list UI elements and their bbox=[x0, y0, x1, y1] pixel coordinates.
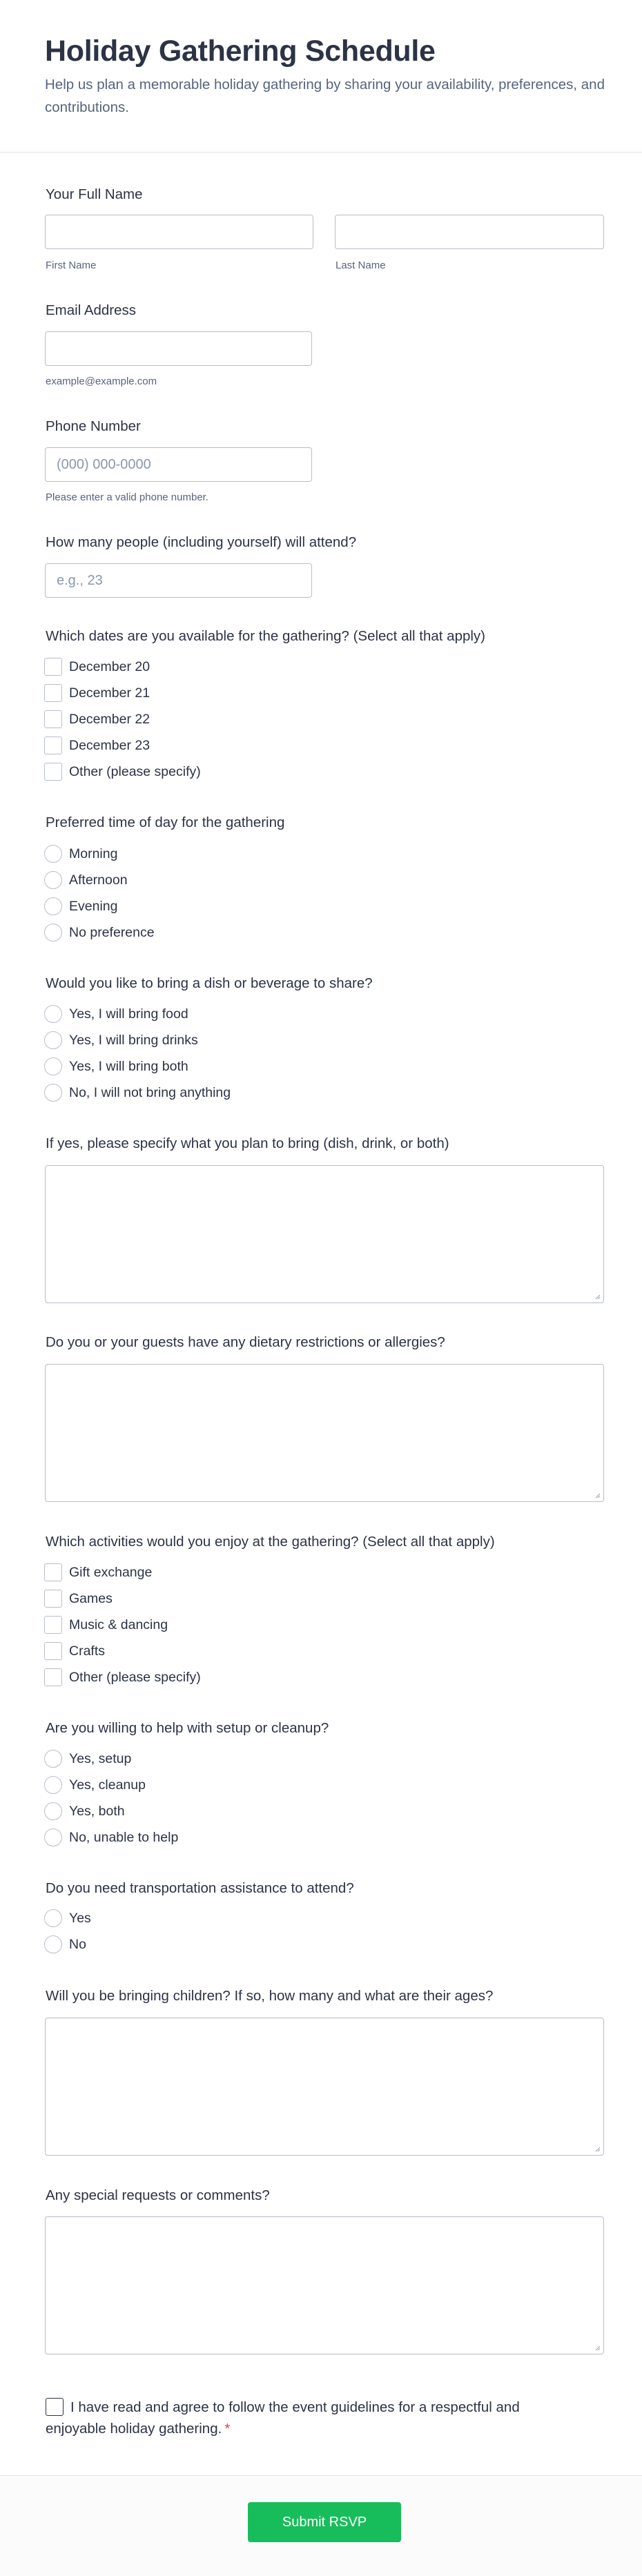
form-title: Holiday Gathering Schedule bbox=[45, 35, 436, 68]
option-label: No, unable to help bbox=[69, 1829, 179, 1845]
first-name-sublabel: First Name bbox=[46, 260, 97, 271]
checkbox[interactable] bbox=[44, 1616, 62, 1634]
option-label: Yes, I will bring drinks bbox=[69, 1032, 198, 1048]
email-label: Email Address bbox=[46, 302, 137, 318]
option-label: No bbox=[69, 1936, 86, 1952]
help-option[interactable] bbox=[44, 1828, 178, 1846]
checkbox[interactable] bbox=[44, 1642, 62, 1660]
option-label: Games bbox=[69, 1590, 113, 1606]
radio[interactable] bbox=[44, 1828, 62, 1846]
date-option[interactable] bbox=[44, 658, 150, 676]
email-input[interactable] bbox=[45, 331, 312, 366]
option-label: Yes, I will bring both bbox=[69, 1058, 188, 1074]
submit-button[interactable]: Submit RSVP bbox=[248, 2502, 401, 2542]
attendees-input[interactable] bbox=[45, 563, 312, 598]
help-option[interactable] bbox=[44, 1776, 146, 1794]
option-label: Yes, setup bbox=[69, 1750, 132, 1766]
date-option[interactable] bbox=[44, 736, 150, 754]
bring-option[interactable] bbox=[44, 1005, 188, 1023]
time-option[interactable] bbox=[44, 845, 117, 863]
checkbox[interactable] bbox=[44, 1590, 62, 1608]
option-label: December 20 bbox=[69, 658, 150, 674]
transport-option[interactable] bbox=[44, 1935, 86, 1953]
checkbox[interactable] bbox=[44, 1668, 62, 1686]
checkbox[interactable] bbox=[44, 736, 62, 754]
radio[interactable] bbox=[44, 1031, 62, 1049]
radio[interactable] bbox=[44, 1005, 62, 1023]
time-option[interactable] bbox=[44, 897, 117, 915]
option-label: Evening bbox=[69, 898, 118, 914]
option-label: December 22 bbox=[69, 711, 150, 727]
option-label: Morning bbox=[69, 846, 118, 861]
requests-textarea[interactable] bbox=[45, 2216, 604, 2354]
help-option[interactable] bbox=[44, 1802, 125, 1820]
option-label: Other (please specify) bbox=[69, 763, 201, 779]
time-of-day-label: Preferred time of day for the gathering bbox=[46, 814, 285, 830]
option-label: December 23 bbox=[69, 737, 150, 753]
transport-label: Do you need transportation assistance to attend? bbox=[46, 1880, 354, 1896]
radio[interactable] bbox=[44, 1750, 62, 1768]
dietary-label: Do you or your guests have any dietary restrictions or allergies? bbox=[46, 1334, 445, 1350]
last-name-sublabel: Last Name bbox=[335, 260, 386, 271]
option-label: Yes, I will bring food bbox=[69, 1006, 188, 1022]
option-label: Afternoon bbox=[69, 872, 128, 888]
phone-sublabel: Please enter a valid phone number. bbox=[46, 491, 208, 503]
resize-grip-icon[interactable] bbox=[594, 1492, 601, 1499]
radio[interactable] bbox=[44, 924, 62, 941]
radio[interactable] bbox=[44, 897, 62, 915]
checkbox[interactable] bbox=[44, 710, 62, 728]
option-label: Crafts bbox=[69, 1643, 106, 1659]
attendees-label: How many people (including yourself) will attend? bbox=[46, 534, 357, 550]
bring-details-label: If yes, please specify what you plan to bring (dish, drink, or both) bbox=[46, 1135, 449, 1151]
dietary-textarea[interactable] bbox=[45, 1364, 604, 1502]
requests-label: Any special requests or comments? bbox=[46, 2187, 270, 2203]
agreement-text bbox=[46, 2397, 570, 2439]
children-label: Will you be bringing children? If so, how many and what are their ages? bbox=[46, 1988, 494, 2004]
checkbox[interactable] bbox=[44, 763, 62, 781]
resize-grip-icon[interactable] bbox=[594, 2145, 601, 2152]
option-label: Music & dancing bbox=[69, 1617, 168, 1632]
radio[interactable] bbox=[44, 871, 62, 889]
date-option[interactable] bbox=[44, 710, 150, 728]
children-textarea[interactable] bbox=[45, 2018, 604, 2156]
form-subtitle: Help us plan a memorable holiday gathering by sharing your availability, preferences, and contributions. bbox=[45, 77, 605, 115]
option-label: Other (please specify) bbox=[69, 1669, 201, 1685]
agreement-label: I have read and agree to follow the event guidelines for a respectful and enjoyable holiday gathering. bbox=[46, 2399, 520, 2437]
option-label: Yes, both bbox=[69, 1803, 125, 1819]
option-label: December 21 bbox=[69, 685, 150, 701]
date-option[interactable] bbox=[44, 763, 201, 781]
option-label: No, I will not bring anything bbox=[69, 1084, 231, 1100]
activities-label: Which activities would you enjoy at the gathering? (Select all that apply) bbox=[46, 1534, 495, 1550]
transport-option[interactable] bbox=[44, 1909, 91, 1927]
first-name-input[interactable] bbox=[45, 215, 313, 249]
option-label: Gift exchange bbox=[69, 1564, 153, 1580]
bring-option[interactable] bbox=[44, 1084, 231, 1102]
radio[interactable] bbox=[44, 1802, 62, 1820]
radio[interactable] bbox=[44, 1084, 62, 1102]
activity-option[interactable] bbox=[44, 1590, 113, 1608]
last-name-input[interactable] bbox=[335, 215, 604, 249]
bring-dish-label: Would you like to bring a dish or beverage to share? bbox=[46, 975, 373, 991]
radio[interactable] bbox=[44, 1057, 62, 1075]
time-option[interactable] bbox=[44, 871, 128, 889]
option-label: No preference bbox=[69, 924, 155, 940]
phone-input[interactable] bbox=[45, 447, 312, 482]
activity-option[interactable] bbox=[44, 1668, 201, 1686]
phone-label: Phone Number bbox=[46, 418, 141, 434]
bring-details-textarea[interactable] bbox=[45, 1165, 604, 1303]
radio[interactable] bbox=[44, 1909, 62, 1927]
activity-option[interactable] bbox=[44, 1616, 168, 1634]
checkbox[interactable] bbox=[44, 1563, 62, 1581]
resize-grip-icon[interactable] bbox=[594, 1293, 601, 1300]
bring-option[interactable] bbox=[44, 1057, 188, 1075]
option-label: Yes bbox=[69, 1910, 91, 1926]
full-name-label: Your Full Name bbox=[46, 186, 143, 202]
date-option[interactable] bbox=[44, 684, 150, 702]
radio[interactable] bbox=[44, 845, 62, 863]
help-label: Are you willing to help with setup or cleanup? bbox=[46, 1720, 329, 1736]
time-option[interactable] bbox=[44, 924, 155, 941]
option-label: Yes, cleanup bbox=[69, 1777, 146, 1793]
checkbox[interactable] bbox=[44, 684, 62, 702]
required-star: * bbox=[224, 2421, 231, 2437]
dates-label: Which dates are you available for the gathering? (Select all that apply) bbox=[46, 628, 486, 644]
activity-option[interactable] bbox=[44, 1642, 105, 1660]
checkbox[interactable] bbox=[44, 658, 62, 676]
email-sublabel: example@example.com bbox=[46, 375, 157, 387]
activity-option[interactable] bbox=[44, 1563, 152, 1581]
radio[interactable] bbox=[44, 1776, 62, 1794]
bring-option[interactable] bbox=[44, 1031, 198, 1049]
resize-grip-icon[interactable] bbox=[594, 2344, 601, 2351]
radio[interactable] bbox=[44, 1935, 62, 1953]
form-header bbox=[0, 0, 642, 153]
help-option[interactable] bbox=[44, 1750, 131, 1768]
